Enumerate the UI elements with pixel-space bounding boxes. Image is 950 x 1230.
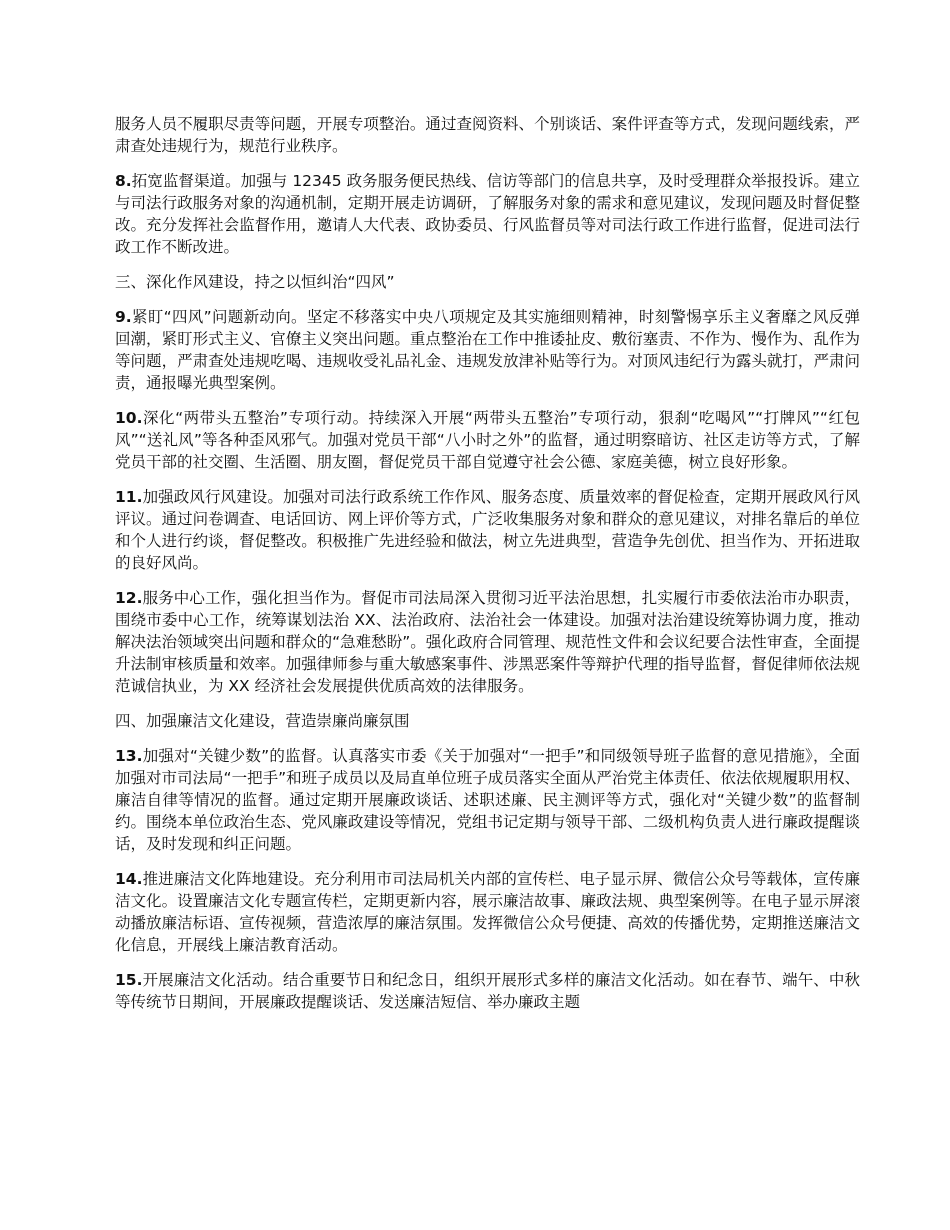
paragraph-item-15 xyxy=(115,969,860,1013)
item-number: 11. xyxy=(115,488,143,506)
heading-text: 三、深化作风建设，持之以恒纠治“四风” xyxy=(115,273,395,291)
item-number: 13. xyxy=(115,747,143,765)
paragraph-text: 服务中心工作，强化担当作为。督促市司法局深入贯彻习近平法治思想，扎实履行市委依法治市办职责，围绕市委中心工作，统筹谋划法治 XX、法治政府、法治社会一体建设。加强对法治建设统筹协调力度，推动解决法治领域突出问题和群众的“急难愁盼”。强化政府合同管理、规范性文件和会议纪要合法性审查，全面提升法制审核质量和效率。加强律师参与重大敏感案事件、涉黑恶案件等辩护代理的指导监督，督促律师依法规范诚信执业，为 XX 经济社会发展提供优质高效的法律服务。 xyxy=(115,589,860,695)
section-heading-4 xyxy=(115,710,860,732)
item-number: 10. xyxy=(115,409,143,427)
heading-text: 四、加强廉洁文化建设，营造崇廉尚廉氛围 xyxy=(115,712,410,730)
paragraph-item-8 xyxy=(115,170,860,258)
paragraph-text: 深化“两带头五整治”专项行动。持续深入开展“两带头五整治”专项行动，狠刹“吃喝风”“打牌风”“红包风”“送礼风”等各种歪风邪气。加强对党员干部“八小时之外”的监督，通过明察暗访、社区走访等方式，了解党员干部的社交圈、生活圈、朋友圈，督促党员干部自觉遵守社会公德、家庭美德，树立良好形象。 xyxy=(115,409,860,471)
paragraph-text: 加强政风行风建设。加强对司法行政系统工作作风、服务态度、质量效率的督促检查，定期开展政风行风评议。通过问卷调查、电话回访、网上评价等方式，广泛收集服务对象和群众的意见建议，对排名靠后的单位和个人进行约谈，督促整改。积极推广先进经验和做法，树立先进典型，营造争先创优、担当作为、开拓进取的良好风尚。 xyxy=(115,488,860,572)
paragraph-text: 服务人员不履职尽责等问题，开展专项整治。通过查阅资料、个别谈话、案件评查等方式，发现问题线索，严肃查处违规行为，规范行业秩序。 xyxy=(115,115,860,155)
paragraph-text: 加强对“关键少数”的监督。认真落实市委《关于加强对“一把手”和同级领导班子监督的意见措施》，全面加强对市司法局“一把手”和班子成员以及局直单位班子成员落实全面从严治党主体责任、依法依规履职用权、廉洁自律等情况的监督。通过定期开展廉政谈话、述职述廉、民主测评等方式，强化对“关键少数”的监督制约。围绕本单位政治生态、党风廉政建设等情况，党组书记定期与领导干部、二级机构负责人进行廉政提醒谈话，及时发现和纠正问题。 xyxy=(115,747,860,853)
paragraph-continuation xyxy=(115,113,860,157)
paragraph-text: 拓宽监督渠道。加强与 12345 政务服务便民热线、信访等部门的信息共享，及时受理群众举报投诉。建立与司法行政服务对象的沟通机制，定期开展走访调研，了解服务对象的需求和意见建议，发现问题及时督促整改。充分发挥社会监督作用，邀请人大代表、政协委员、行风监督员等对司法行政工作进行监督，促进司法行政工作不断改进。 xyxy=(115,172,860,256)
item-number: 15. xyxy=(115,971,143,989)
item-number: 8. xyxy=(115,172,132,190)
document-page xyxy=(115,113,860,1026)
paragraph-item-11 xyxy=(115,486,860,574)
paragraph-item-14 xyxy=(115,868,860,956)
paragraph-item-9 xyxy=(115,306,860,394)
paragraph-item-10 xyxy=(115,407,860,473)
paragraph-item-13 xyxy=(115,745,860,855)
paragraph-text: 紧盯“四风”问题新动向。坚定不移落实中央八项规定及其实施细则精神，时刻警惕享乐主义奢靡之风反弹回潮，紧盯形式主义、官僚主义突出问题。重点整治在工作中推诿扯皮、敷衍塞责、不作为、慢作为、乱作为等问题，严肃查处违规吃喝、违规收受礼品礼金、违规发放津补贴等行为。对顶风违纪行为露头就打，严肃问责，通报曝光典型案例。 xyxy=(115,308,860,392)
item-number: 14. xyxy=(115,870,143,888)
paragraph-item-12 xyxy=(115,587,860,697)
item-number: 12. xyxy=(115,589,143,607)
paragraph-text: 开展廉洁文化活动。结合重要节日和纪念日，组织开展形式多样的廉洁文化活动。如在春节、端午、中秋等传统节日期间，开展廉政提醒谈话、发送廉洁短信、举办廉政主题 xyxy=(115,971,860,1011)
item-number: 9. xyxy=(115,308,132,326)
section-heading-3 xyxy=(115,271,860,293)
paragraph-text: 推进廉洁文化阵地建设。充分利用市司法局机关内部的宣传栏、电子显示屏、微信公众号等载体，宣传廉洁文化。设置廉洁文化专题宣传栏，定期更新内容，展示廉洁故事、廉政法规、典型案例等。在电子显示屏滚动播放廉洁标语、宣传视频，营造浓厚的廉洁氛围。发挥微信公众号便捷、高效的传播优势，定期推送廉洁文化信息，开展线上廉洁教育活动。 xyxy=(115,870,860,954)
